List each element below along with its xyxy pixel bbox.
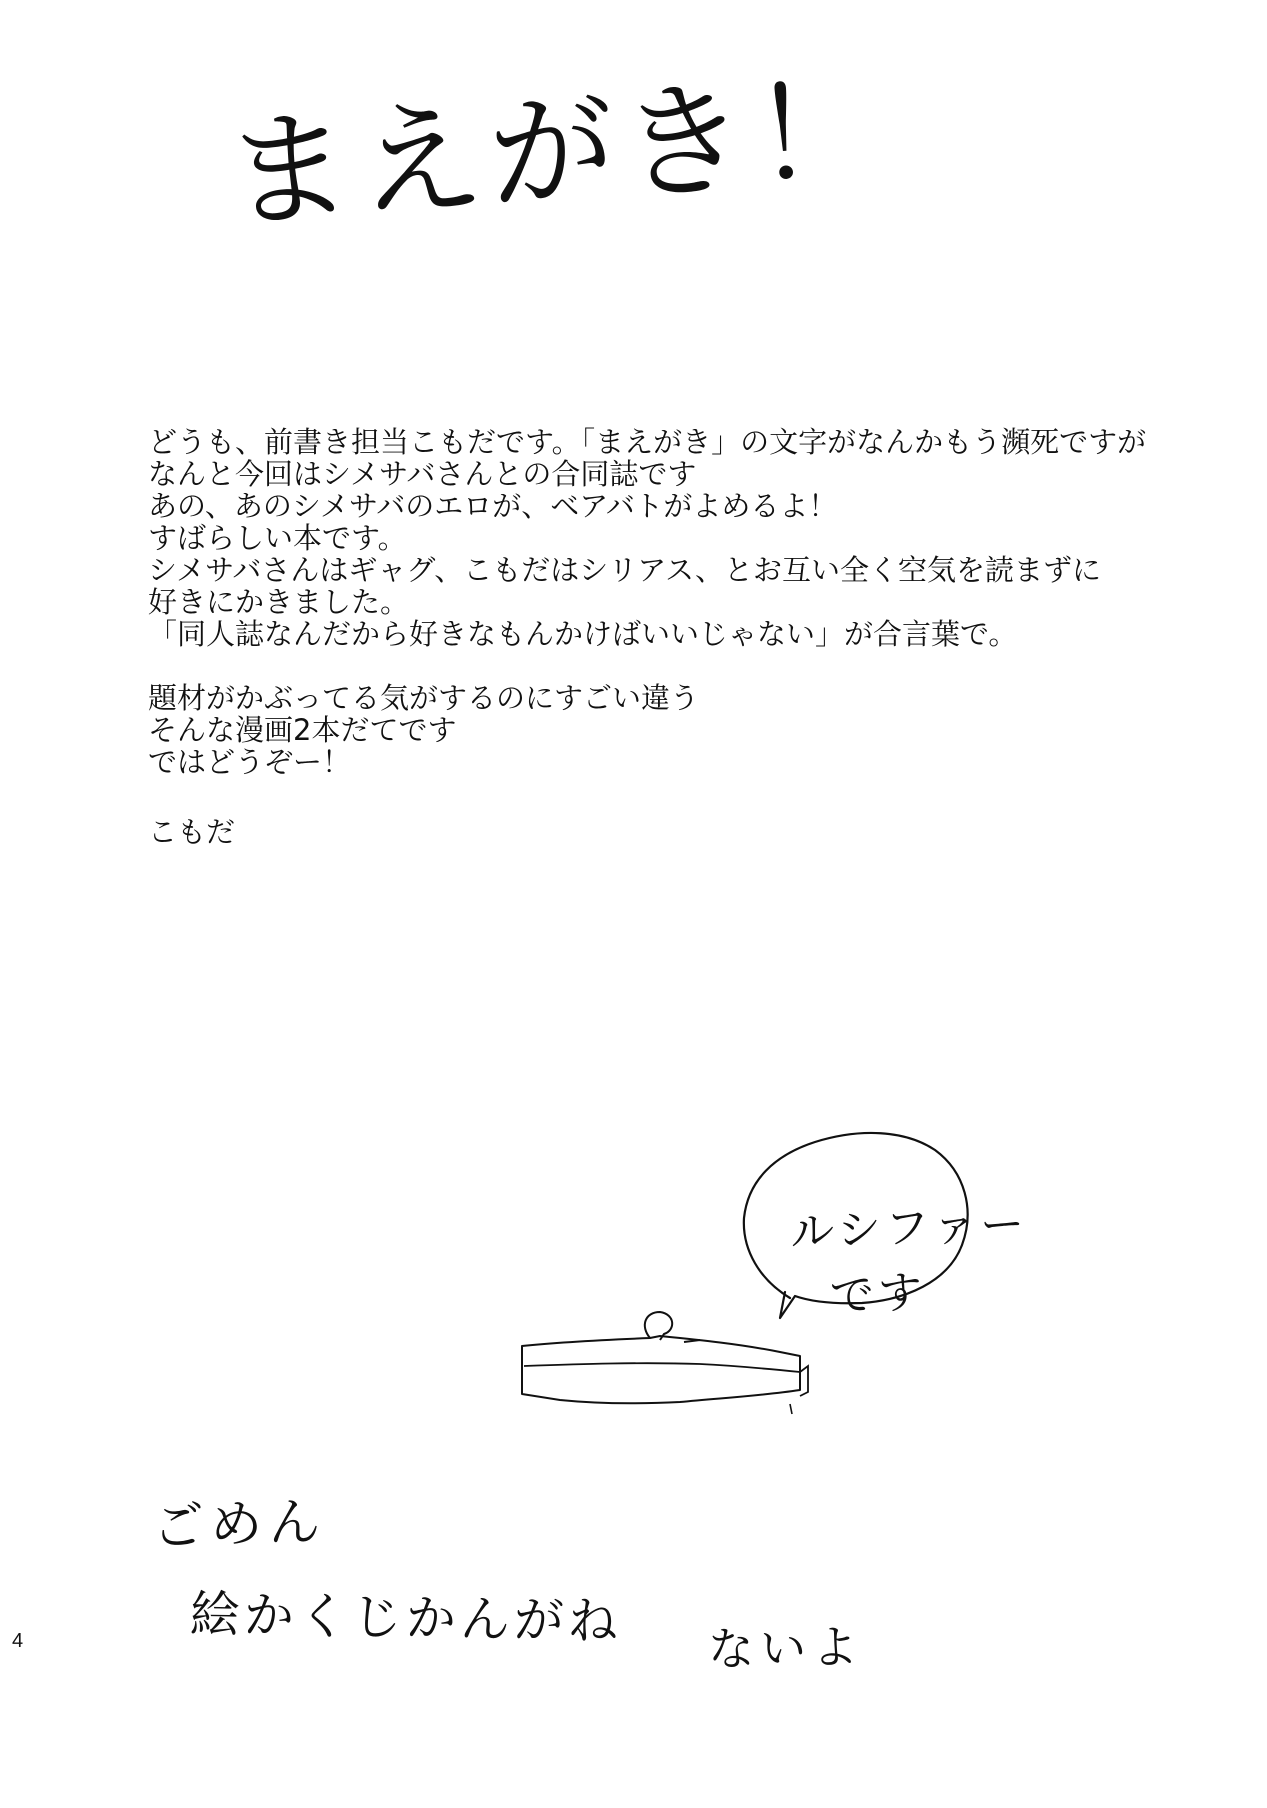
body-line: 題材がかぶってる気がするのにすごい違う (148, 681, 700, 715)
paragraph-gap (148, 650, 1148, 682)
foreword-body (148, 426, 1148, 778)
handwritten-note-3: ないよ (707, 1619, 865, 1677)
body-line: あの、あのシメサバのエロが、ベアバトがよめるよ！ (148, 489, 838, 523)
page-title: まえがき！ (220, 55, 890, 248)
handwritten-note-1: ごめん (151, 1491, 328, 1559)
hair-tuft-stroke (684, 1340, 700, 1342)
speech-bubble-text-1: ルシファー (789, 1198, 1030, 1259)
hair-tuft-loop (645, 1312, 672, 1340)
page-number: 4 (12, 1630, 24, 1652)
flat-figure-side (800, 1366, 808, 1396)
body-line: なんと今回はシメサバさんとの合同誌です (148, 457, 697, 491)
body-line: シメサバさんはギャグ、こもだはシリアス、とお互い全く空気を読まずに (148, 553, 1101, 587)
body-line: 「同人誌なんだから好きなもんかけばいいじゃない」が合言葉で。 (148, 617, 1018, 651)
figure-tail-mark (790, 1404, 792, 1414)
body-line: ではどうぞー！ (148, 745, 352, 779)
body-line: そんな漫画2本だてです (148, 713, 457, 747)
flat-figure-outline (522, 1336, 800, 1403)
body-line: どうも、前書き担当こもだです。「まえがき」の文字がなんかもう瀕死ですが (148, 425, 1147, 459)
author-signature: こもだ (148, 815, 236, 849)
flat-figure-inner-line (524, 1363, 800, 1372)
body-line: すばらしい本です。 (148, 521, 407, 555)
handwritten-note-2: 絵かくじかんがね (189, 1585, 623, 1651)
body-line: 好きにかきました。 (148, 585, 410, 619)
speech-bubble-text-2: です (828, 1266, 928, 1323)
